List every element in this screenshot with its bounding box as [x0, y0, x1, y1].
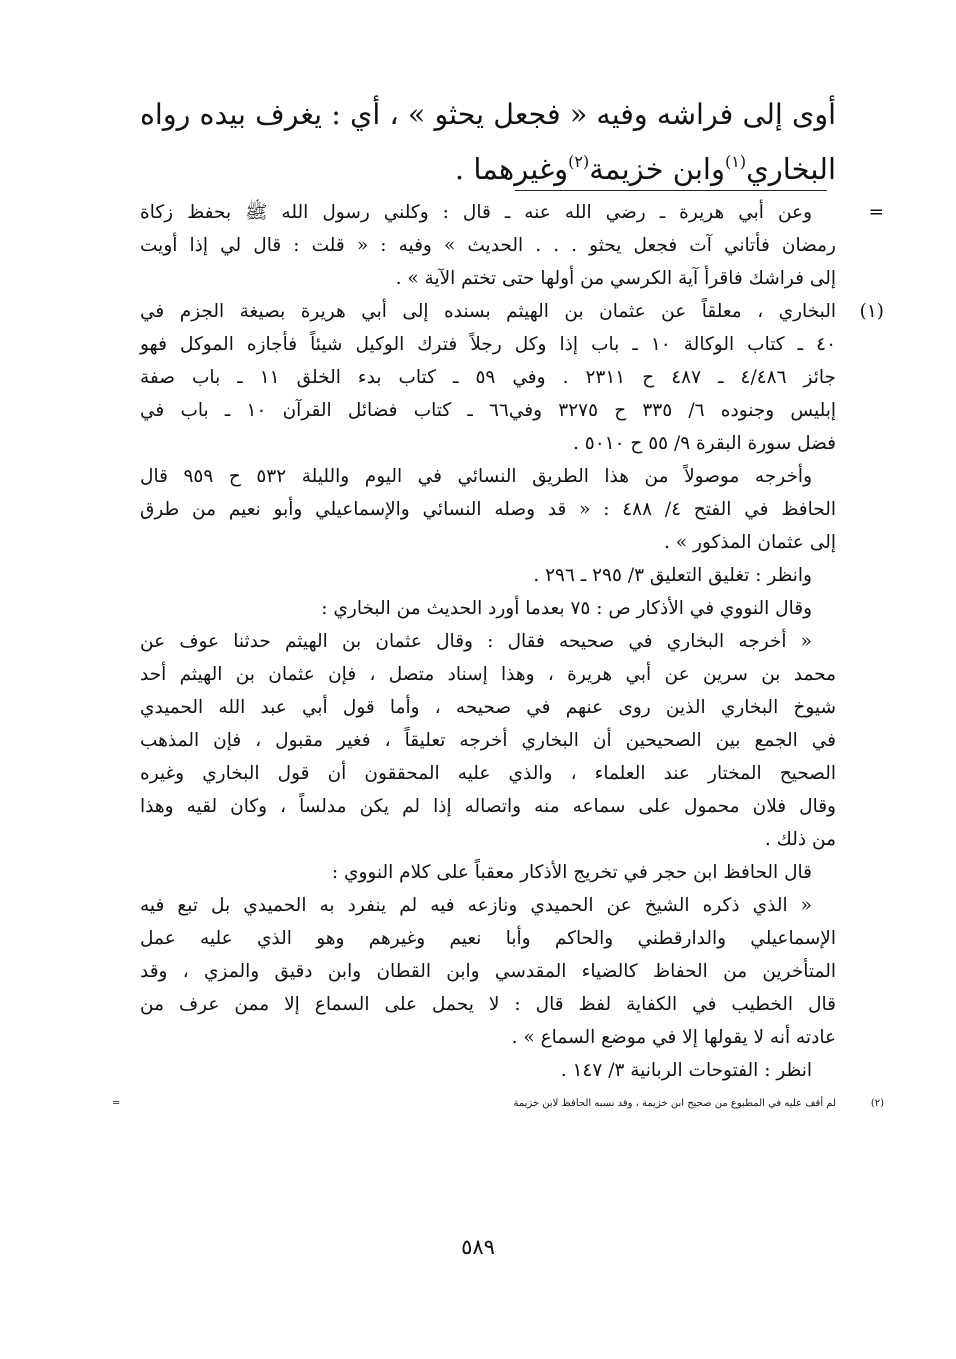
footnote-line: من ذلك .: [764, 829, 836, 850]
footnote-line: [140, 295, 884, 328]
footnote-line: في الجمع بين الصحيحين أن البخاري أخرجه تعليقاً ، فغير مقبول ، فإن المذهب: [140, 730, 836, 751]
footnote-line: جائز ٤/٤٨٦ ـ ٤٨٧ ح ٢٣١١ . وفي ٥٩ ـ كتاب بدء الخلق ١١ ـ باب صفة: [140, 367, 836, 388]
footnote-ref[interactable]: (٢): [568, 152, 590, 171]
footnote-line: الحافظ في الفتح ٤/ ٤٨٨ : « قد وصله النسائي والإسماعيلي وأبو نعيم من طرق: [140, 499, 836, 520]
footnote-line: « أخرجه البخاري في صحيحه فقال : وقال عثمان بن الهيثم حدثنا عوف عن: [140, 631, 812, 652]
footnote-ref[interactable]: (١): [725, 152, 747, 171]
footnote-line: فضل سورة البقرة ٩/ ٥٥ ح ٥٠١٠ .: [573, 433, 836, 454]
footnote-line: عادته أنه لا يقولها إلا في موضع السماع » .: [511, 1027, 836, 1048]
footnote-line: « الذي ذكره الشيخ عن الحميدي ونازعه فيه لم ينفرد به الحميدي بل تبع فيه: [140, 895, 812, 916]
continuation-marker: =: [868, 202, 884, 223]
main-text-fragment: وابن خزيمة: [589, 152, 725, 186]
footnote-line: إبليس وجنوده ٦/ ٣٣٥ ح ٣٢٧٥ وفي٦٦ ـ كتاب فضائل القرآن ١٠ ـ باب في: [140, 400, 836, 421]
footnote-line: [140, 196, 884, 229]
footnote-text: لم أقف عليه في المطبوع من صحيح ابن خزيمة ، وقد نسبه الحافظ لابن خزيمة: [513, 1098, 836, 1109]
footnote-line: المتأخرين من الحفاظ كالضياء المقدسي وابن القطان وابن دقيق والمزي ، وقد: [140, 961, 836, 982]
footnote-marker: (١): [859, 301, 884, 322]
footnote-divider: [515, 190, 827, 191]
footnote-line: وأخرجه موصولاً من هذا الطريق النسائي في اليوم والليلة ٥٣٢ ح ٩٥٩ قال: [140, 466, 813, 487]
footnote-line: قال الحافظ ابن حجر في تخريج الأذكار معقباً على كلام النووي :: [331, 862, 812, 883]
footnote-line: [112, 1087, 884, 1120]
main-text-fragment: وغيرهما .: [454, 152, 569, 186]
footnote-line: إلى فراشك فاقرأ آية الكرسي من أولها حتى تختم الآية » .: [395, 268, 836, 289]
main-text-line: أوى إلى فراشه وفيه « فجعل يحثو » ، أي : يغرف بيده رواه: [140, 98, 836, 131]
footnote-line: وانظر : تغليق التعليق ٣/ ٢٩٥ ـ ٢٩٦ .: [533, 565, 812, 586]
footnotes: [112, 196, 884, 1120]
continuation-marker: =: [112, 1098, 121, 1109]
footnote-line: إلى عثمان المذكور » .: [664, 532, 836, 553]
main-text: [140, 88, 836, 196]
footnote-text: البخاري ، معلقاً عن عثمان بن الهيثم بسنده إلى أبي هريرة بصيغة الجزم في: [140, 301, 836, 322]
footnote-text: وعن أبي هريرة ـ رضي الله عنه ـ قال : وكلني رسول الله ﷺ بحفظ زكاة: [140, 202, 812, 223]
footnote-line: وقال فلان محمول على سماعه منه واتصاله إذا لم يكن مدلساً ، وكان لقيه وهذا: [140, 796, 836, 817]
footnote-marker: (٢): [870, 1098, 884, 1109]
footnote-line: شيوخ البخاري الذين روى عنهم في صحيحه ، وأما قول أبي عبد الله الحميدي: [140, 697, 836, 718]
main-text-fragment: البخاري: [746, 152, 836, 186]
page-number: ٥٨٩: [461, 1235, 495, 1259]
footnote-line: محمد بن سرين عن أبي هريرة ، وهذا إسناد متصل ، فإن عثمان بن الهيثم أحد: [140, 664, 836, 685]
footnote-line: الإسماعيلي والدارقطني والحاكم وأبا نعيم وغيرهم وهو الذي عليه عمل: [140, 928, 836, 949]
footnote-line: رمضان فأتاني آت فجعل يحثو . . . الحديث » وفيه : « قلت : قال لي إذا أويت: [140, 235, 836, 256]
footnote-line: انظر : الفتوحات الربانية ٣/ ١٤٧ .: [560, 1060, 812, 1081]
footnote-line: ٤٠ ـ كتاب الوكالة ١٠ ـ باب إذا وكل رجلاً فترك الوكيل شيئاً فأجازه الموكل فهو: [140, 334, 837, 355]
footnote-line: الصحيح المختار عند العلماء ، والذي عليه المحققون أن قول البخاري وغيره: [140, 763, 836, 784]
footnote-line: قال الخطيب في الكفاية لفظ قال : لا يحمل على السماع إلا ممن عرف من: [140, 994, 836, 1015]
main-text-line: [140, 142, 836, 196]
footnote-line: وقال النووي في الأذكار ص : ٧٥ بعدما أورد الحديث من البخاري :: [321, 598, 812, 619]
